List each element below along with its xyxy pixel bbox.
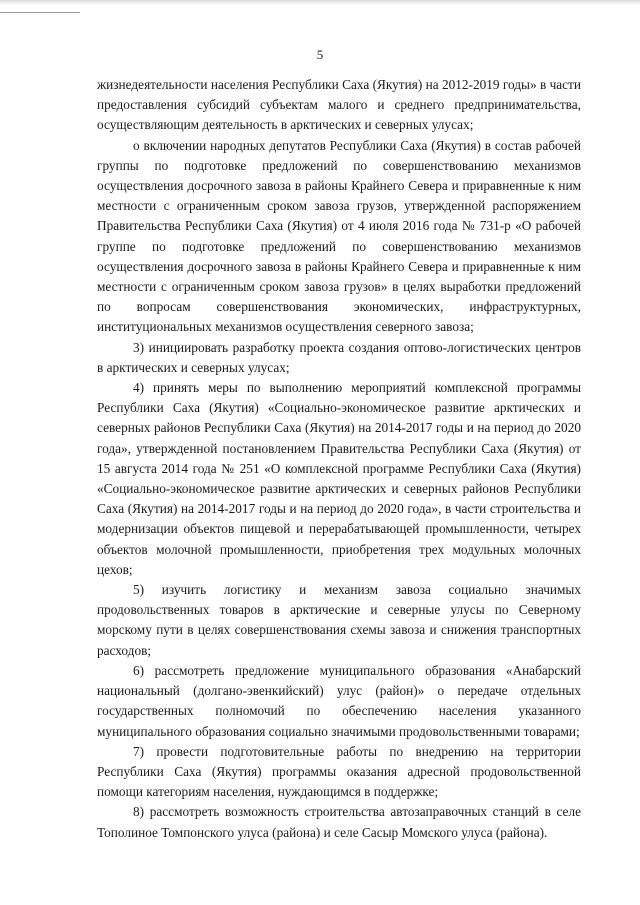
paragraph-item-3: 3) инициировать разработку проекта создания оптово-логистических центров в арктических и северных улусах; [97, 339, 581, 375]
paragraph-item-8: 8) рассмотреть возможность строительства автозаправочных станций в селе Тополиное Томпонского улуса (района) и селе Сасыр Момского улуса (района). [97, 804, 581, 840]
paragraph-item-5: 5) изучить логистику и механизм завоза социально значимых продовольственных товаров в арктические и северные улусы по Северному морскому пути в целях совершенствования схемы завоза и снижения транспортных расходов; [97, 582, 581, 658]
paragraph-deputies-working-group: о включении народных депутатов Республики Саха (Якутия) в состав рабочей группы по подготовке предложений по совершенствованию механизмов осуществления досрочного завоза в районы Крайнего Севера и приравненные к ним местности с ограниченным сроком завоза грузов, утвержденной распоряжением Правительства Республики Саха (Якутия) от 4 июля 2016 года № 731-р «О рабочей группе по подготовке предложений по совершенствованию механизмов осуществления досрочного завоза в районы Крайнего Севера и приравненные к ним местности с ограниченным сроком завоза грузов» в целях выработки предложений по вопросам совершенствования экономических, инфраструктурных, институциональных механизмов осуществления северного завоза; [97, 137, 581, 335]
scan-edge-line [0, 12, 80, 13]
document-body [97, 75, 581, 843]
paragraph-continuation: жизнедеятельности населения Республики Саха (Якутия) на 2012-2019 годы» в части предоставления субсидий субъектам малого и среднего предпринимательства, осуществляющим деятельность в арктических и северных улусах; [97, 77, 581, 133]
paragraph-item-4: 4) принять меры по выполнению мероприятий комплексной программы Республики Саха (Якутия) «Социально-экономическое развитие арктических и северных районов Республики Саха (Якутия) на 2014-2017 годы и на период до 2020 года», утвержденной постановлением Правительства Республики Саха (Якутия) от 15 августа 2014 года № 251 «О комплексной программе Республики Саха (Якутия) «Социально-экономическое развитие арктических и северных районов Республики Саха (Якутия) на 2014-2017 годы и на период до 2020 года», в части строительства и модернизации объектов пищевой и перерабатывающей промышленности, четырех объектов молочной промышленности, приобретения трех модульных молочных цехов; [97, 380, 581, 577]
scan-top-edge [0, 0, 640, 6]
paragraph-item-6: 6) рассмотреть предложение муниципального образования «Анабарский национальный (долгано-эвенкийский) улус (район)» о передаче отдельных государственных полномочий по обеспечению населения указанного муниципального образования социально значимыми продовольственными товарами; [97, 662, 581, 739]
paragraph-item-7: 7) провести подготовительные работы по внедрению на территории Республики Саха (Якутия) программы оказания адресной продовольственной помощи категориям населения, нуждающимся в поддержке; [97, 743, 581, 800]
page-number: 5 [316, 47, 324, 62]
